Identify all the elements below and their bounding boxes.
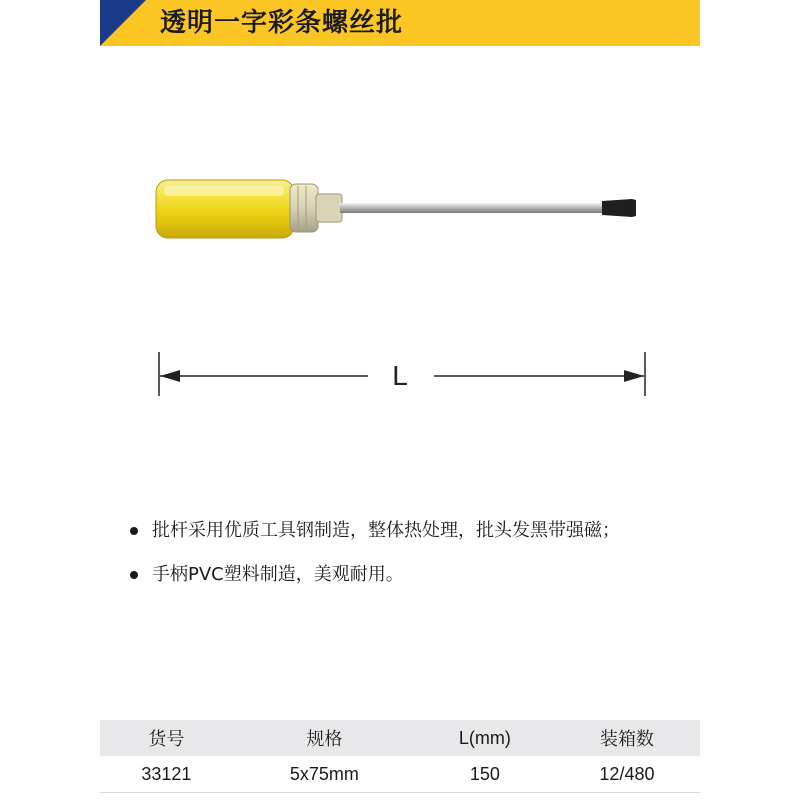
column-header-packing: 装箱数: [554, 720, 700, 756]
cell-item-no: 33121: [100, 756, 233, 793]
page-title: 透明一字彩条螺丝批: [160, 8, 404, 38]
screwdriver-tip: [602, 199, 636, 217]
screwdriver-shaft: [340, 203, 602, 213]
length-label: L: [392, 360, 408, 391]
banner-accent-triangle: [100, 0, 146, 46]
spec-table: [100, 720, 700, 793]
column-header-item-no: 货号: [100, 720, 233, 756]
table-row: [100, 756, 700, 793]
screwdriver-ferrule: [290, 184, 318, 232]
screwdriver-icon: [150, 170, 650, 250]
feature-text: 手柄PVC塑料制造，美观耐用。: [152, 564, 404, 585]
list-item: [128, 562, 728, 588]
feature-list: [128, 518, 728, 606]
title-banner: [100, 0, 700, 46]
bullet-icon: [130, 571, 138, 579]
list-item: [128, 518, 728, 544]
column-header-length: L(mm): [416, 720, 554, 756]
cell-length: 150: [416, 756, 554, 793]
bullet-icon: [130, 527, 138, 535]
column-header-spec: 规格: [233, 720, 416, 756]
table-header-row: [100, 720, 700, 756]
cell-packing: 12/480: [554, 756, 700, 793]
feature-text: 批杆采用优质工具钢制造，整体热处理，批头发黑带强磁；: [152, 520, 620, 541]
cell-spec: 5x75mm: [233, 756, 416, 793]
